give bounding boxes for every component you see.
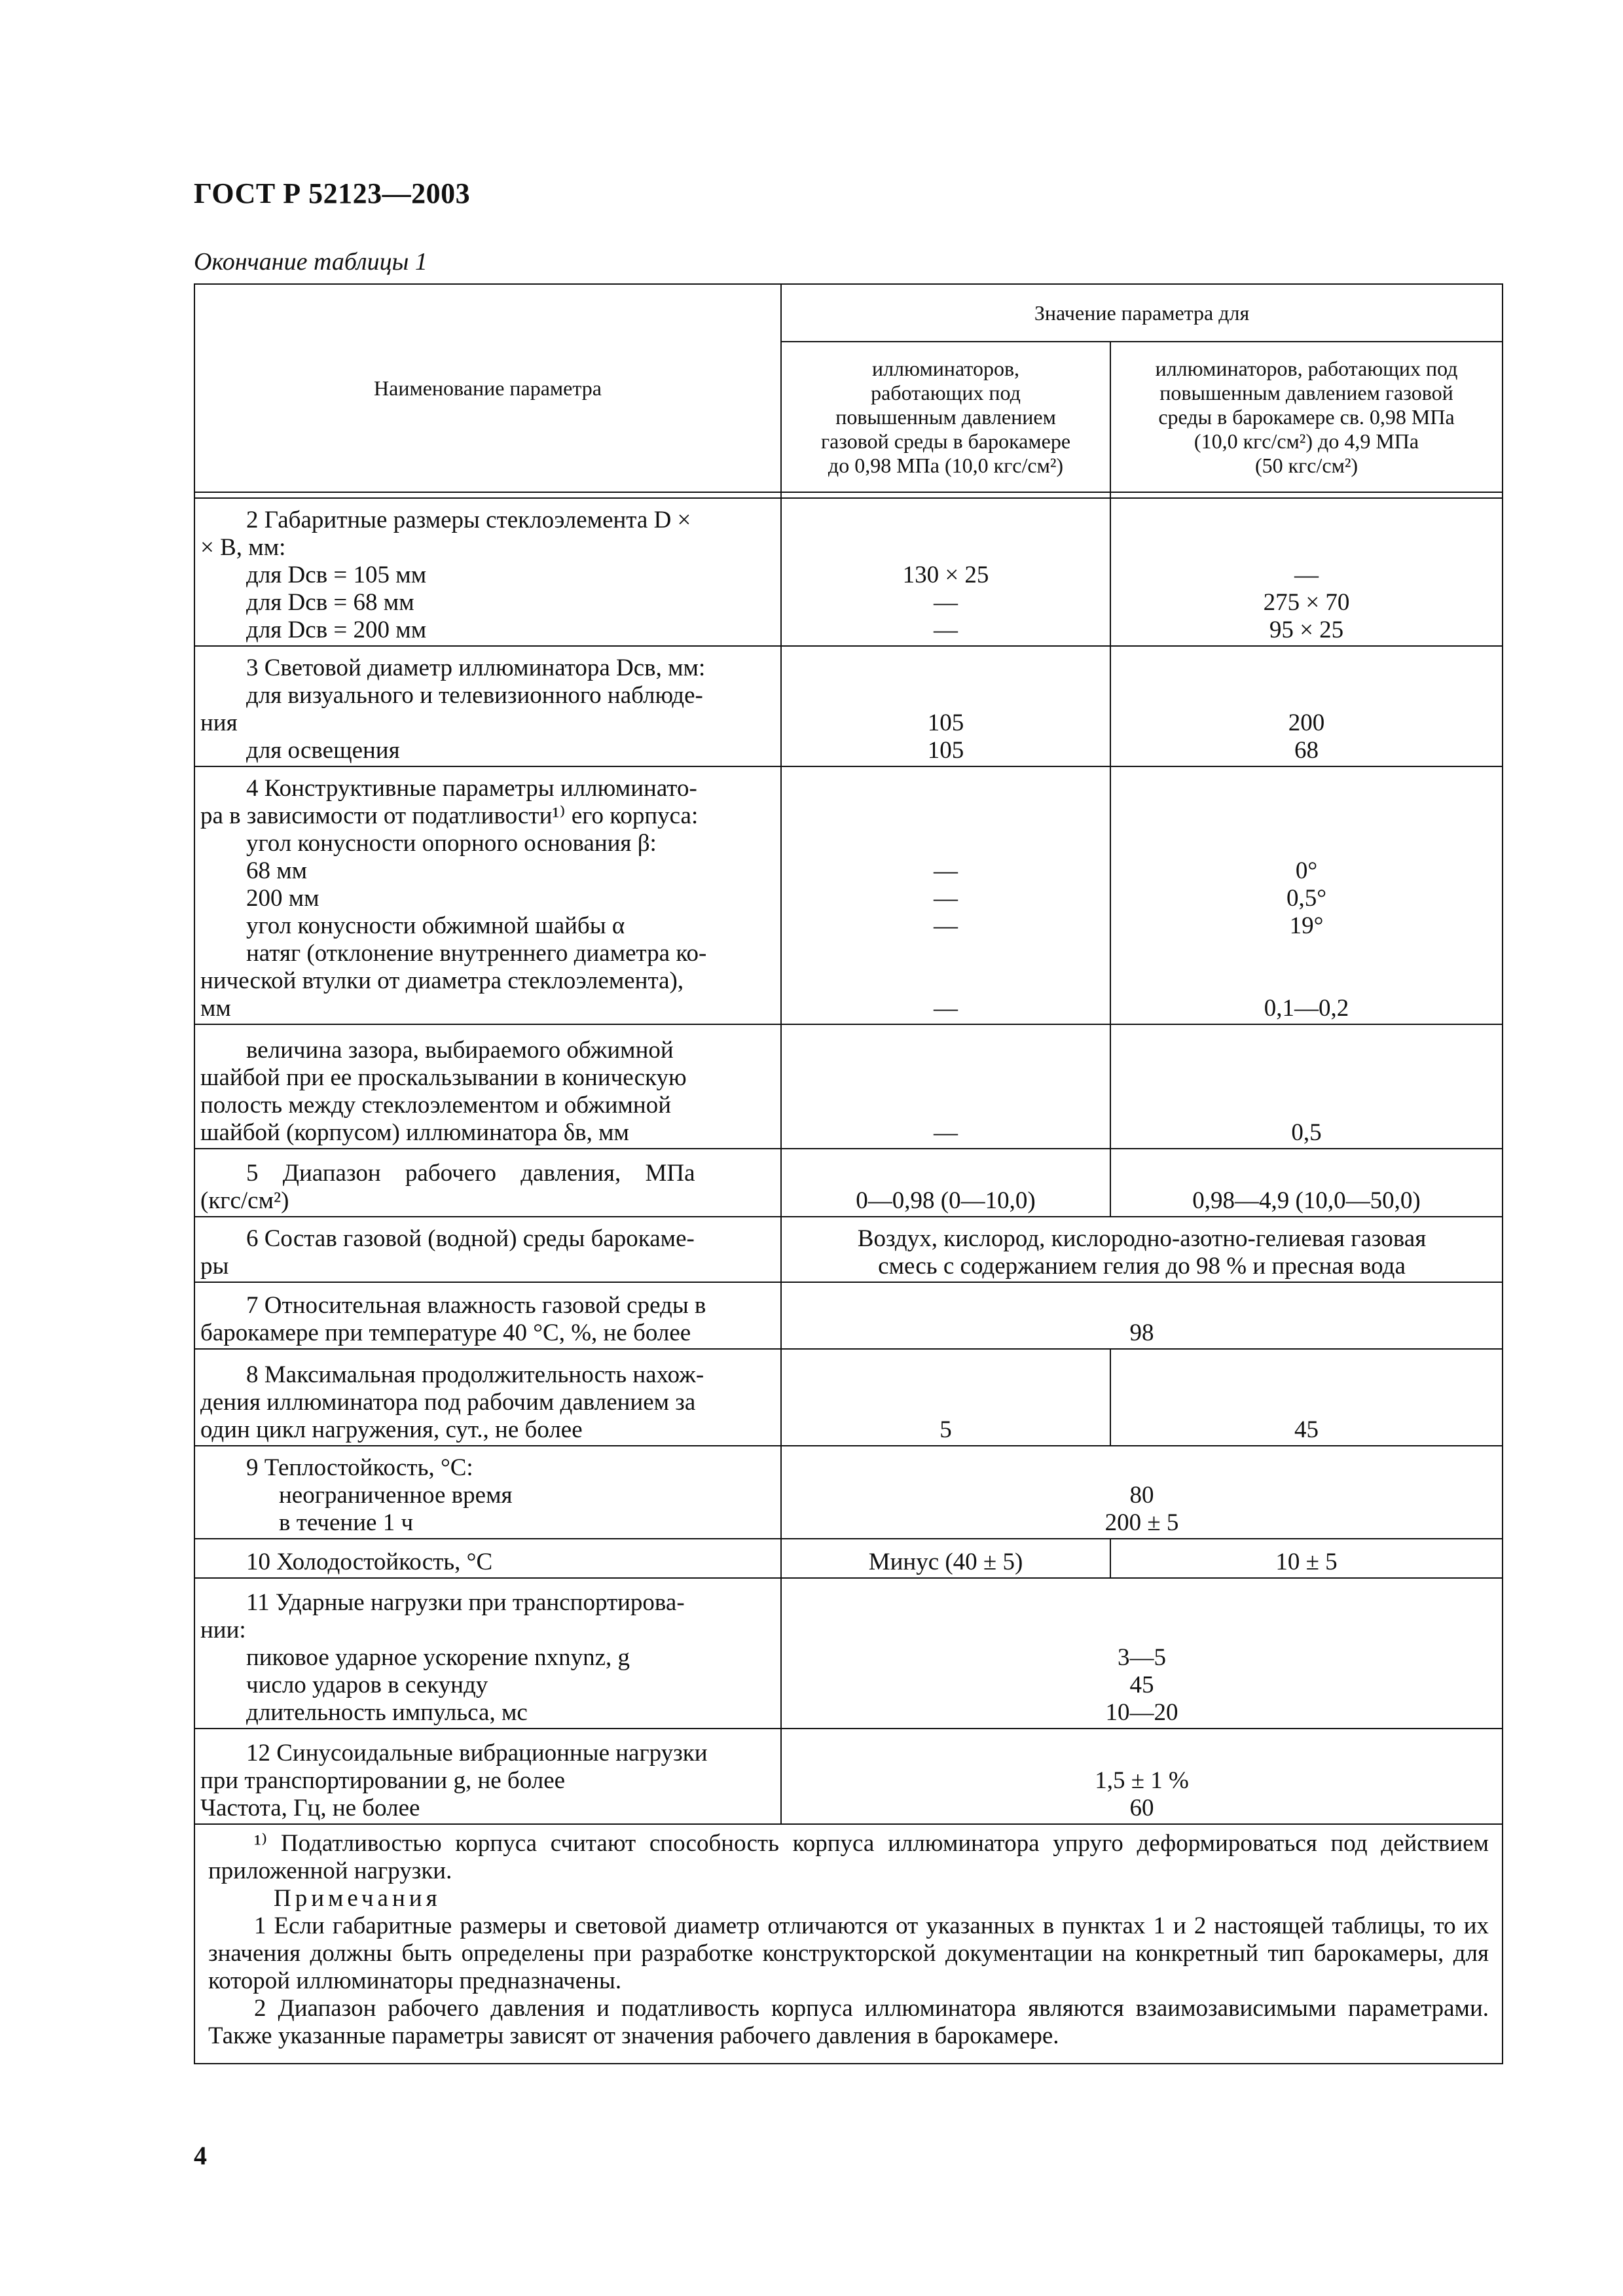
- cell-line: полость между стеклоэлементом и обжимной: [200, 1092, 672, 1119]
- cell-line: повышенным давлением: [835, 404, 1056, 429]
- cell-line: [1116, 940, 1497, 995]
- cell-line: иллюминаторов, работающих под: [1155, 356, 1458, 380]
- page-number: 4: [194, 2141, 207, 2170]
- table-row: [194, 1578, 1503, 1729]
- cell-line: нической втулки от диаметра стеклоэлемента),: [200, 967, 684, 994]
- footnote: ¹⁾ Податливостью корпуса считают способность корпуса иллюминатора упруго деформироваться под действием приложенной нагрузки.: [208, 1830, 1489, 1884]
- cell-line: 1,5 ± 1 %: [1095, 1767, 1189, 1794]
- value-cell-b: 10 ± 5: [1110, 1539, 1503, 1578]
- cell-line: [787, 940, 1104, 995]
- cell-line: 3—5: [1118, 1644, 1166, 1671]
- cell-line: 8 Максимальная продолжительность нахож-: [246, 1361, 704, 1388]
- value-cell-merged: 98: [781, 1282, 1503, 1349]
- param-cell: [194, 1539, 781, 1578]
- cell-line: 130 × 25: [902, 562, 989, 588]
- param-cell: [194, 1282, 781, 1349]
- cell-line: угол конусности обжимной шайбы α: [246, 912, 625, 939]
- param-cell: [194, 1349, 781, 1446]
- param-cell: [194, 1729, 781, 1824]
- cell-line: 11 Ударные нагрузки при транспортирова-: [246, 1589, 685, 1616]
- param-cell: [194, 1024, 781, 1149]
- cell-line: 3 Световой диаметр иллюминатора Dсв, мм:: [246, 655, 706, 681]
- cell-line: величина зазора, выбираемого обжимной: [246, 1037, 674, 1064]
- cell-line: для Dсв = 105 мм: [246, 562, 427, 588]
- value-cell-a: 5: [781, 1349, 1110, 1446]
- cell-line: 2 Габаритные размеры стеклоэлемента D ×: [246, 507, 691, 533]
- cell-line: для освещения: [246, 737, 400, 764]
- cell-line: пиковое ударное ускорение nxnynz, g: [246, 1644, 630, 1671]
- header-value-group: Значение параметра для: [781, 284, 1503, 342]
- cell-line: для Dсв = 68 мм: [246, 589, 414, 616]
- value-cell-b: [1110, 498, 1503, 646]
- table-cell: [1110, 492, 1503, 498]
- cell-line: 105: [927, 709, 964, 736]
- table-row: [194, 766, 1503, 1024]
- param-cell: [194, 766, 781, 1024]
- cell-line: 0°: [1295, 857, 1318, 884]
- cell-line: для визуального и телевизионного наблюде-: [246, 682, 703, 709]
- table-row: [194, 1024, 1503, 1149]
- value-cell-merged: [781, 1729, 1503, 1824]
- cell-line: —: [934, 617, 958, 643]
- cell-line: (кгс/см²): [200, 1187, 289, 1214]
- cell-line: длительность импульса, мс: [246, 1699, 528, 1726]
- value-cell-a: [781, 498, 1110, 646]
- cell-line: —: [1294, 562, 1319, 588]
- parameters-table: [194, 283, 1503, 2064]
- cell-line: (50 кгс/см²): [1254, 453, 1359, 477]
- table-row: [194, 1729, 1503, 1824]
- value-cell-merged: [781, 1446, 1503, 1539]
- cell-line: шайбой при ее проскальзывании в коническую: [200, 1064, 687, 1091]
- param-cell: [194, 1217, 781, 1282]
- cell-line: смесь с содержанием гелия до 98 % и пресная вода: [878, 1253, 1406, 1280]
- cell-line: Воздух, кислород, кислородно-азотно-гелиевая газовая: [857, 1225, 1427, 1252]
- cell-line: 0,1—0,2: [1264, 995, 1349, 1022]
- cell-line: 80: [1129, 1482, 1154, 1509]
- cell-line: работающих под: [871, 380, 1021, 404]
- notes-heading: Примечания: [274, 1885, 441, 1912]
- cell-line: × B, мм:: [200, 534, 286, 561]
- cell-line: Частота, Гц, не более: [200, 1795, 420, 1821]
- cell-line: 200 ± 5: [1104, 1509, 1179, 1536]
- value-cell-b: 0,5: [1110, 1024, 1503, 1149]
- table-row: [194, 1282, 1503, 1349]
- param-cell: [194, 646, 781, 766]
- cell-line: 68 мм: [246, 857, 308, 884]
- cell-line: (10,0 кгс/см²) до 4,9 МПа: [1194, 429, 1419, 453]
- document-header: ГОСТ Р 52123—2003: [194, 177, 471, 209]
- value-cell-a: [781, 646, 1110, 766]
- table-row: [194, 1446, 1503, 1539]
- cell-line: шайбой (корпусом) иллюминатора δв, мм: [200, 1119, 629, 1146]
- table-row: [194, 1149, 1503, 1217]
- cell-line: 10—20: [1105, 1699, 1178, 1726]
- cell-line: 275 × 70: [1263, 589, 1350, 616]
- cell-line: один цикл нагружения, сут., не более: [200, 1416, 583, 1443]
- table-row: [194, 1539, 1503, 1578]
- cell-line: 19°: [1289, 912, 1324, 939]
- table-cell: [781, 492, 1110, 498]
- cell-line: 68: [1294, 737, 1319, 764]
- cell-line: газовой среды в барокамере: [820, 429, 1071, 453]
- cell-line: 45: [1129, 1672, 1154, 1698]
- cell-line: ры: [200, 1253, 229, 1280]
- value-cell-a: [781, 766, 1110, 1024]
- cell-line: 10 Холодостойкость, °С: [246, 1549, 493, 1575]
- value-cell-a: —: [781, 1024, 1110, 1149]
- cell-line: до 0,98 МПа (10,0 кгс/см²): [828, 453, 1064, 477]
- param-cell: [194, 498, 781, 646]
- cell-line: иллюминаторов,: [871, 356, 1020, 380]
- cell-line: нии:: [200, 1617, 246, 1643]
- cell-line: 60: [1129, 1795, 1154, 1821]
- param-cell: [194, 1578, 781, 1729]
- header-col-b: [1110, 342, 1503, 492]
- value-cell-a: 0—0,98 (0—10,0): [781, 1149, 1110, 1217]
- table-caption: Окончание таблицы 1: [194, 248, 428, 276]
- cell-line: 200: [1288, 709, 1325, 736]
- table-row: [194, 284, 1503, 342]
- table-row: [194, 646, 1503, 766]
- cell-line: 5 Диапазон рабочего давления, МПа: [246, 1160, 695, 1187]
- cell-line: натяг (отклонение внутреннего диаметра ко-: [246, 940, 707, 967]
- header-col-a: [781, 342, 1110, 492]
- cell-line: 95 × 25: [1269, 617, 1344, 643]
- cell-line: —: [934, 885, 958, 912]
- cell-line: ра в зависимости от податливости¹⁾ его корпуса:: [200, 802, 699, 829]
- value-cell-a: Минус (40 ± 5): [781, 1539, 1110, 1578]
- cell-line: при транспортировании g, не более: [200, 1767, 566, 1794]
- value-cell-merged: [781, 1217, 1503, 1282]
- table-row: [194, 492, 1503, 498]
- value-cell-b: [1110, 646, 1503, 766]
- cell-line: в течение 1 ч: [279, 1509, 414, 1536]
- cell-line: ния: [200, 709, 238, 736]
- cell-line: число ударов в секунду: [246, 1672, 488, 1698]
- notes-cell: [194, 1824, 1503, 2064]
- value-cell-merged: [781, 1578, 1503, 1729]
- table-row: [194, 1349, 1503, 1446]
- value-cell-b: 45: [1110, 1349, 1503, 1446]
- cell-line: 12 Синусоидальные вибрационные нагрузки: [246, 1740, 708, 1767]
- cell-line: повышенным давлением газовой: [1159, 380, 1453, 404]
- table-row: [194, 498, 1503, 646]
- cell-line: 0,5°: [1286, 885, 1327, 912]
- value-cell-b: 0,98—4,9 (10,0—50,0): [1110, 1149, 1503, 1217]
- table-notes-row: [194, 1824, 1503, 2064]
- note-2: 2 Диапазон рабочего давления и податливость корпуса иллюминатора являются взаимозависимыми параметрами. Также указанные параметры зависят от значения рабочего давления в барокамере.: [208, 1995, 1489, 2049]
- note-1: 1 Если габаритные размеры и световой диаметр отличаются от указанных в пунктах 1 и 2 настоящей таблицы, то их значения должны быть определены при разработке конструкторской документации на конкретный тип барокамеры, для которой иллюминаторы предназначены.: [208, 1912, 1489, 1994]
- header-param-name: Наименование параметра: [194, 284, 781, 492]
- cell-line: 105: [927, 737, 964, 764]
- cell-line: 7 Относительная влажность газовой среды в: [246, 1292, 706, 1319]
- cell-line: для Dсв = 200 мм: [246, 617, 427, 643]
- cell-line: —: [934, 857, 958, 884]
- table-cell: [194, 492, 781, 498]
- cell-line: среды в барокамере св. 0,98 МПа: [1158, 404, 1455, 429]
- cell-line: 200 мм: [246, 885, 319, 912]
- cell-line: мм: [200, 995, 231, 1022]
- cell-line: —: [934, 912, 958, 939]
- cell-line: барокамере при температуре 40 °С, %, не более: [200, 1319, 691, 1346]
- cell-line: угол конусности опорного основания β:: [246, 830, 657, 857]
- value-cell-b: [1110, 766, 1503, 1024]
- cell-line: —: [934, 589, 958, 616]
- param-cell: [194, 1149, 781, 1217]
- cell-line: дения иллюминатора под рабочим давлением за: [200, 1389, 696, 1416]
- cell-line: —: [934, 995, 958, 1022]
- param-cell: [194, 1446, 781, 1539]
- cell-line: 9 Теплостойкость, °С:: [246, 1454, 473, 1481]
- cell-line: неограниченное время: [279, 1482, 513, 1509]
- table-row: [194, 1217, 1503, 1282]
- cell-line: 4 Конструктивные параметры иллюминато-: [246, 775, 697, 802]
- cell-line: 6 Состав газовой (водной) среды барокаме-: [246, 1225, 695, 1252]
